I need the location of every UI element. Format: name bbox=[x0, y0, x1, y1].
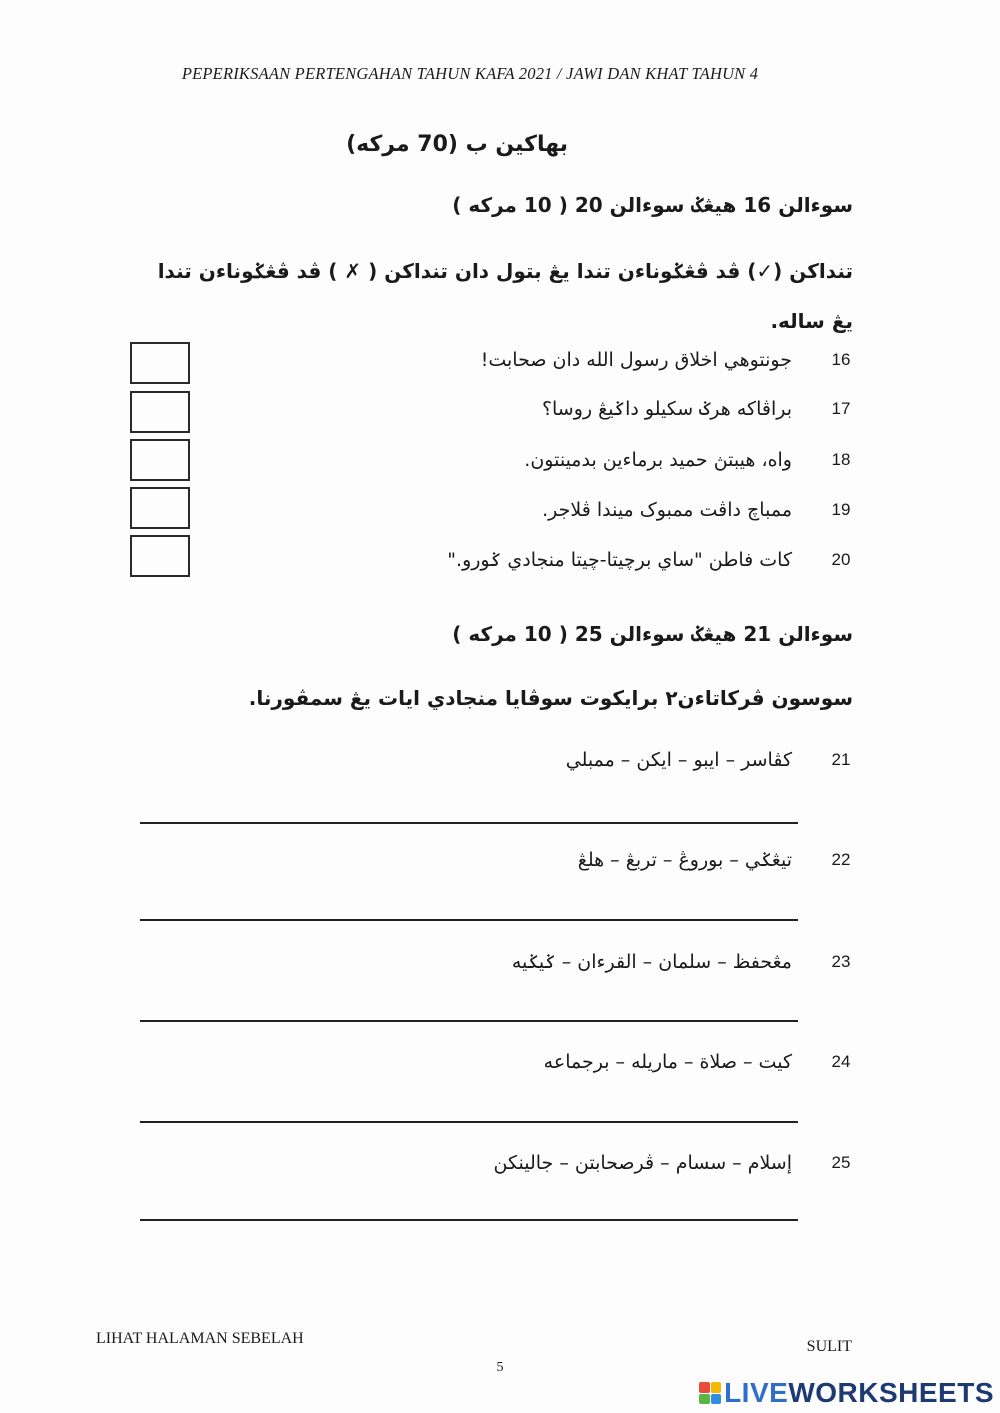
answer-box-17[interactable] bbox=[130, 391, 190, 433]
question-number: 22 bbox=[831, 850, 851, 869]
question-text: كيت – صلاة – ماريله – برجماعه bbox=[543, 1051, 792, 1073]
exam-header-text: PEPERIKSAAN PERTENGAHAN TAHUN KAFA 2021 / JAWI DAN KHAT TAHUN 4 bbox=[181, 64, 759, 83]
footer-classification: SULIT bbox=[806, 1338, 852, 1355]
question-25 bbox=[494, 1143, 860, 1183]
answer-line-23[interactable] bbox=[140, 1020, 798, 1022]
footer-next-page: LIHAT HALAMAN SEBELAH bbox=[96, 1330, 304, 1347]
answer-line-25[interactable] bbox=[140, 1219, 798, 1221]
question-20 bbox=[447, 540, 860, 580]
part1-range-label: سوءالن 16 هيڠݢ سوءالن 20 ( 10 مركه ) bbox=[452, 193, 853, 217]
question-number: 20 bbox=[831, 550, 851, 569]
part1-instruction: تنداكن (✓) ڤد ڤڠݢوناءن تندا يڠ بتول دان تنداكن ( ✗ ) ڤد ڤڠݢوناءن تندا يڠ ساله. bbox=[157, 259, 853, 333]
question-19 bbox=[542, 490, 860, 530]
answer-line-21[interactable] bbox=[140, 822, 798, 824]
brand-name-prefix: LIVE bbox=[724, 1377, 789, 1408]
question-22 bbox=[578, 840, 860, 880]
question-number: 18 bbox=[831, 450, 851, 469]
question-text: كڤاسر – ايبو – ايكن – ممبلي bbox=[565, 749, 792, 771]
answer-line-22[interactable] bbox=[140, 919, 798, 921]
answer-box-19[interactable] bbox=[130, 487, 190, 529]
answer-box-20[interactable] bbox=[130, 535, 190, 577]
question-number: 23 bbox=[831, 952, 851, 971]
question-number: 17 bbox=[831, 399, 851, 418]
question-text: مڠحفظ – سلمان – القرءان – ݢيݢيه bbox=[511, 951, 792, 973]
question-18 bbox=[524, 440, 860, 480]
liveworksheets-brand[interactable] bbox=[699, 1378, 994, 1408]
question-text: جونتوهي اخلاق رسول الله دان صحابت! bbox=[480, 349, 792, 371]
question-16 bbox=[481, 340, 860, 380]
question-text: براڤاكه هرݢ سكيلو داݢيڠ روسا؟ bbox=[541, 398, 792, 420]
answer-line-24[interactable] bbox=[140, 1121, 798, 1123]
question-number: 16 bbox=[831, 350, 851, 369]
question-24 bbox=[544, 1042, 860, 1082]
question-number: 24 bbox=[831, 1052, 851, 1071]
question-number: 21 bbox=[831, 750, 851, 769]
question-17 bbox=[542, 389, 860, 429]
part2-instruction: سوسون ڤركاتاءن٢ برايكوت سوڤايا منجادي ايات يڠ سمڤورنا. bbox=[248, 686, 853, 710]
answer-box-18[interactable] bbox=[130, 439, 190, 481]
question-21 bbox=[566, 740, 860, 780]
question-text: تيڠݢي – بوروڠ – تربڠ – هلڠ bbox=[577, 849, 792, 871]
brand-name bbox=[724, 1377, 994, 1409]
section-title: بهاكين ب (70 مركه) bbox=[346, 132, 568, 157]
question-number: 19 bbox=[831, 500, 851, 519]
question-text: ممباچ داڤت ممبوک ميندا ڤلاجر. bbox=[542, 499, 792, 521]
question-number: 25 bbox=[831, 1153, 851, 1172]
question-23 bbox=[512, 942, 860, 982]
brand-name-suffix: WORKSHEETS bbox=[788, 1377, 994, 1408]
question-text: كات فاطن "ساي برچيتا-چيتا منجادي ݢورو." bbox=[447, 549, 792, 571]
liveworksheets-logo-icon bbox=[699, 1382, 721, 1404]
page-number: 5 bbox=[496, 1360, 504, 1375]
part2-range-label: سوءالن 21 هيڠݢ سوءالن 25 ( 10 مركه ) bbox=[452, 622, 853, 646]
question-text: واه، هيبتڽ حميد برماءين بدمينتون. bbox=[524, 449, 792, 471]
answer-box-16[interactable] bbox=[130, 342, 190, 384]
exam-header bbox=[0, 64, 1000, 84]
question-text: إسلام – سسام – ڤرصحابتن – جالينكن bbox=[493, 1152, 792, 1174]
